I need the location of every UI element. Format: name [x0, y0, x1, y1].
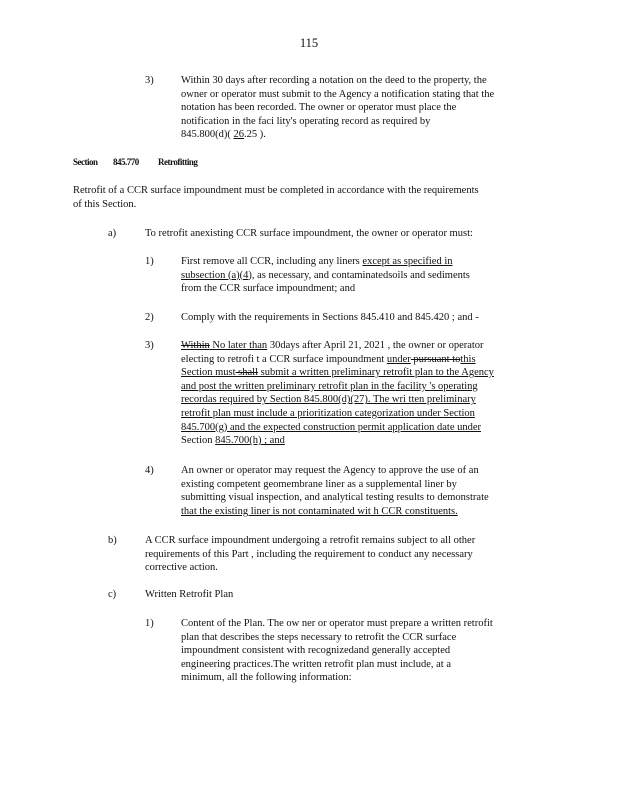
inserted-text: and post the written preliminary retrofit plan in the facility 's operating: [181, 380, 478, 392]
section-number: 845.770: [113, 157, 139, 167]
item-number: 3): [145, 75, 154, 86]
item-a3-text: Within No later than 30days after April 21, 2021 , the owner or operator electing to retrofi t a CCR surface impoundment under pursuant tothis Section must shall submit a written preliminary retrofit plan to the Agency and post the written preliminary retrofit plan in the facility 's operating recordas required by Section 845.800(d)(27). The wri tten preliminary retrofit plan must include a prioritization categorization under Section 845.700(g) and the expected construction permit application date under Section 845.700(h) ; and: [181, 340, 494, 447]
subsection-a-text: To retrofit anexisting CCR surface impoundment, the owner or operator must:: [145, 228, 473, 239]
deleted-text: shall: [235, 367, 259, 379]
text-line: 845.800(d)( 26.25 ).: [181, 129, 266, 141]
item-number: 1): [145, 256, 154, 267]
text-line: owner or operator must submit to the Agency a notification stating that the: [181, 88, 495, 100]
inserted-text: retrofit plan must include a prioritization categorization under Section: [181, 407, 475, 419]
subsection-number: b): [108, 535, 117, 546]
deleted-inserted: [181, 340, 267, 351]
inserted-text: this: [460, 353, 476, 365]
subsection-b-text: A CCR surface impoundment undergoing a retrofit remains subject to all other requirements of this Part , including the requirement to conduct any necessary corrective action.: [145, 535, 476, 574]
section-label: Section: [73, 157, 98, 167]
inserted-text: recordas required by Section 845.800(d)(27). The wri tten preliminary: [181, 394, 476, 406]
inserted-span: Section must shall submit a written preliminary retrofit plan to the Agency: [181, 367, 494, 379]
item-a2-text: Comply with the requirements in Sections 845.410 and 845.420 ; and -: [181, 312, 479, 323]
intro-paragraph: [73, 184, 533, 211]
underlined-ref: 26: [233, 129, 244, 141]
item-a4-text: An owner or operator may request the Agency to approve the use of an existing competent geomembrane liner as a supplemental liner by submitting visual inspection, and analytical testing results to demonstrate that the existing liner is not contaminated wit h CCR constituents.: [181, 465, 489, 517]
text-line: notation has been recorded. The owner or operator must place the: [181, 102, 457, 114]
item-number: 4): [145, 465, 154, 476]
inserted-text: 845.700(h) ; and: [215, 435, 285, 447]
inserted-text: except as specified in: [362, 256, 453, 267]
item-number: 1): [145, 618, 154, 629]
deleted-text: Within: [181, 340, 210, 351]
inserted-text: No later than: [209, 340, 268, 351]
text-line: Retrofit of a CCR surface impoundment must be completed in accordance with the requirements: [73, 185, 479, 196]
inserted-text: under: [386, 353, 411, 365]
subsection-c-heading: Written Retrofit Plan: [145, 589, 234, 600]
subsection-number: c): [108, 589, 117, 600]
paragraph-notation: [181, 74, 539, 142]
item-a1-text: First remove all CCR, including any liners except as specified in subsection (a)(4), as necessary, and contaminatedsoils and sediments from the CCR surface impoundment; and: [181, 256, 470, 295]
item-c1-text: Content of the Plan. The ow ner or operator must prepare a written retrofit plan that describes the steps necessary to retrofit the CCR surface impoundment consistent with recognizedand generally accepted engineering practices.The written retrofit plan must include, at a minimum, all the following information:: [181, 618, 493, 684]
item-number: 3): [145, 340, 154, 351]
inserted-text: that the existing liner is not contaminated wit h CCR constituents.: [181, 505, 458, 517]
text-line: notification in the faci lity's operating record as required by: [181, 115, 431, 127]
inserted-text: subsection (a)(4),: [181, 269, 255, 281]
inserted-text: 845.700(g) and the expected construction permit application date under: [181, 421, 482, 433]
subsection-number: a): [108, 228, 117, 239]
text-line: of this Section.: [73, 198, 137, 210]
text-line: Within 30 days after recording a notation on the deed to the property, the: [181, 75, 487, 86]
section-title: Retrofitting: [158, 157, 198, 167]
page-number: 115: [299, 36, 319, 50]
deleted-text: pursuant to: [410, 353, 461, 365]
item-number: 2): [145, 312, 154, 323]
